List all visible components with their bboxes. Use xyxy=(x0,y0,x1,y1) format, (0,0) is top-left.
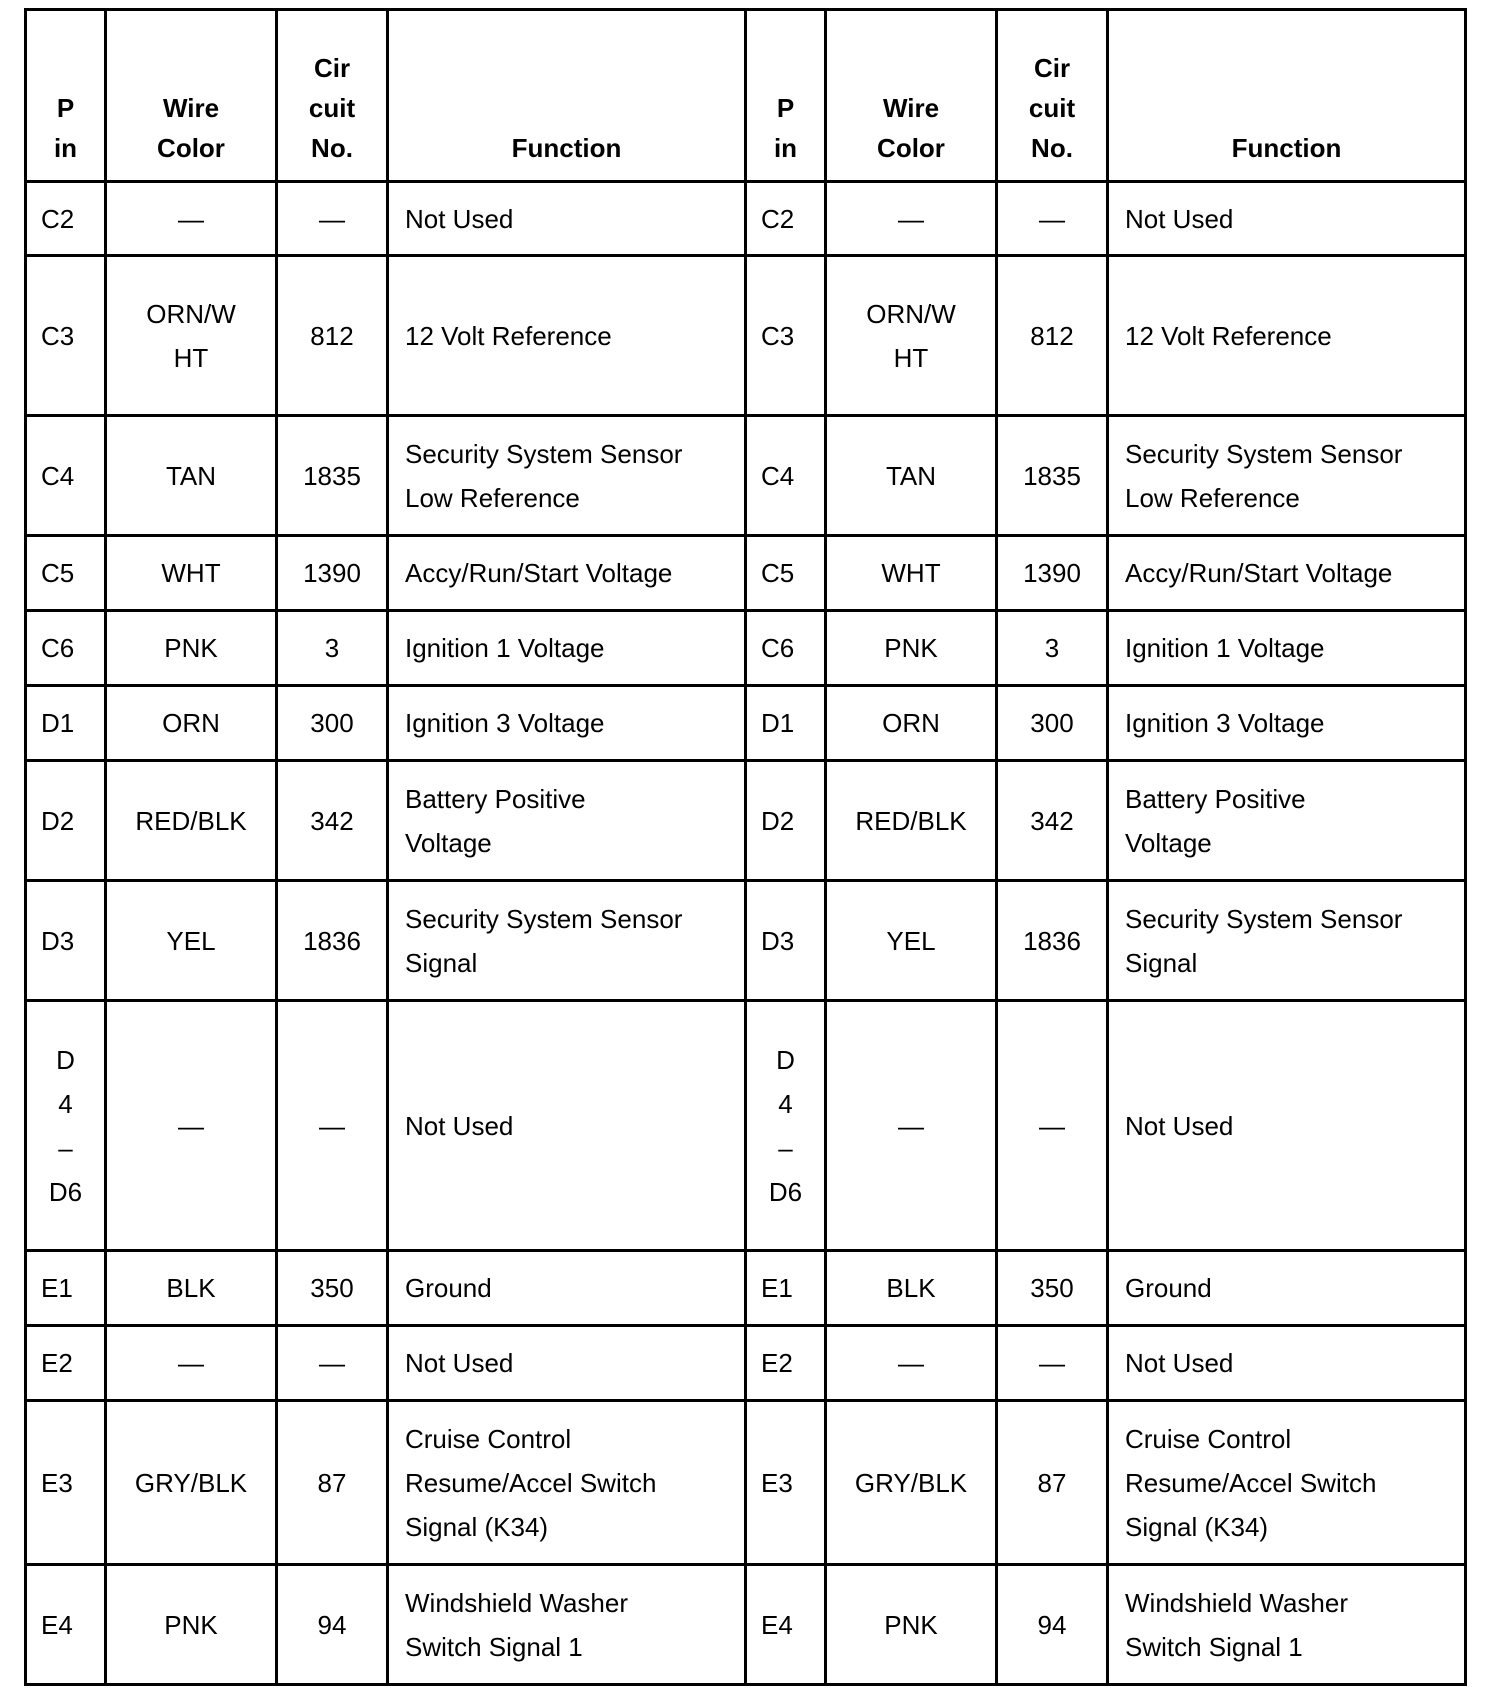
pin-cell: C4 xyxy=(746,416,826,536)
pin-cell: E1 xyxy=(746,1251,826,1326)
header-circuit-no: Cir cuit No. xyxy=(997,10,1108,182)
wire-color-cell: — xyxy=(106,182,277,256)
wire-color-cell: WHT xyxy=(106,536,277,611)
function-cell: Windshield Washer Switch Signal 1 xyxy=(388,1565,746,1685)
wire-color-cell: — xyxy=(826,1001,997,1251)
wire-color-cell: ORN/W HT xyxy=(106,256,277,416)
circuit-number-cell: — xyxy=(277,1001,388,1251)
header-pin: P in xyxy=(746,10,826,182)
wire-color-cell: GRY/BLK xyxy=(106,1401,277,1565)
header-function: Function xyxy=(388,10,746,182)
circuit-number-cell: 87 xyxy=(997,1401,1108,1565)
wire-color-cell: BLK xyxy=(106,1251,277,1326)
table-row xyxy=(26,256,1466,416)
pin-cell: C5 xyxy=(26,536,106,611)
circuit-number-cell: 342 xyxy=(997,761,1108,881)
pin-cell: C6 xyxy=(26,611,106,686)
function-cell: Windshield Washer Switch Signal 1 xyxy=(1108,1565,1466,1685)
header-function: Function xyxy=(1108,10,1466,182)
circuit-number-cell: 1835 xyxy=(277,416,388,536)
function-cell: Security System Sensor Low Reference xyxy=(388,416,746,536)
function-cell: Security System Sensor Signal xyxy=(1108,881,1466,1001)
circuit-number-cell: 350 xyxy=(277,1251,388,1326)
pin-cell: D2 xyxy=(746,761,826,881)
function-cell: Not Used xyxy=(388,1001,746,1251)
pin-cell: E2 xyxy=(26,1326,106,1401)
header-circuit-no: Cir cuit No. xyxy=(277,10,388,182)
function-cell: 12 Volt Reference xyxy=(388,256,746,416)
circuit-number-cell: 300 xyxy=(277,686,388,761)
connector-pinout-table xyxy=(24,8,1467,1686)
wire-color-cell: — xyxy=(826,182,997,256)
wire-color-cell: — xyxy=(106,1001,277,1251)
pin-cell: D 4 – D6 xyxy=(746,1001,826,1251)
wire-color-cell: BLK xyxy=(826,1251,997,1326)
wire-color-cell: ORN xyxy=(106,686,277,761)
function-cell: Ignition 3 Voltage xyxy=(388,686,746,761)
pin-cell: D1 xyxy=(26,686,106,761)
pin-cell: C3 xyxy=(746,256,826,416)
wire-color-cell: PNK xyxy=(826,611,997,686)
header-wire-color: Wire Color xyxy=(106,10,277,182)
circuit-number-cell: 1836 xyxy=(997,881,1108,1001)
header-pin: P in xyxy=(26,10,106,182)
table-row xyxy=(26,416,1466,536)
wire-color-cell: RED/BLK xyxy=(106,761,277,881)
wire-color-cell: WHT xyxy=(826,536,997,611)
wire-color-cell: GRY/BLK xyxy=(826,1401,997,1565)
pin-cell: C6 xyxy=(746,611,826,686)
header-wire-color: Wire Color xyxy=(826,10,997,182)
circuit-number-cell: 812 xyxy=(997,256,1108,416)
wire-color-cell: ORN xyxy=(826,686,997,761)
circuit-number-cell: 87 xyxy=(277,1401,388,1565)
wire-color-cell: PNK xyxy=(106,611,277,686)
pin-cell: C2 xyxy=(26,182,106,256)
pin-cell: C5 xyxy=(746,536,826,611)
function-cell: Cruise Control Resume/Accel Switch Signal (K34) xyxy=(388,1401,746,1565)
wire-color-cell: TAN xyxy=(106,416,277,536)
wire-color-cell: PNK xyxy=(106,1565,277,1685)
pin-cell: D3 xyxy=(26,881,106,1001)
pin-cell: D3 xyxy=(746,881,826,1001)
circuit-number-cell: 350 xyxy=(997,1251,1108,1326)
circuit-number-cell: 94 xyxy=(997,1565,1108,1685)
circuit-number-cell: 1836 xyxy=(277,881,388,1001)
circuit-number-cell: — xyxy=(997,182,1108,256)
table-row xyxy=(26,1565,1466,1685)
wire-color-cell: RED/BLK xyxy=(826,761,997,881)
wire-color-cell: YEL xyxy=(106,881,277,1001)
circuit-number-cell: 812 xyxy=(277,256,388,416)
pin-cell: C4 xyxy=(26,416,106,536)
function-cell: Ignition 3 Voltage xyxy=(1108,686,1466,761)
pin-cell: D 4 – D6 xyxy=(26,1001,106,1251)
table-row xyxy=(26,761,1466,881)
pin-cell: C2 xyxy=(746,182,826,256)
function-cell: Accy/Run/Start Voltage xyxy=(1108,536,1466,611)
circuit-number-cell: 1390 xyxy=(997,536,1108,611)
pin-cell: E3 xyxy=(746,1401,826,1565)
pin-cell: D1 xyxy=(746,686,826,761)
wire-color-cell: — xyxy=(106,1326,277,1401)
function-cell: Ground xyxy=(388,1251,746,1326)
function-cell: Ignition 1 Voltage xyxy=(388,611,746,686)
pin-cell: E4 xyxy=(26,1565,106,1685)
function-cell: Not Used xyxy=(1108,1001,1466,1251)
circuit-number-cell: 1835 xyxy=(997,416,1108,536)
table-row xyxy=(26,686,1466,761)
circuit-number-cell: — xyxy=(997,1326,1108,1401)
circuit-number-cell: 3 xyxy=(277,611,388,686)
pin-cell: C3 xyxy=(26,256,106,416)
wire-color-cell: PNK xyxy=(826,1565,997,1685)
pin-cell: E2 xyxy=(746,1326,826,1401)
wire-color-cell: ORN/W HT xyxy=(826,256,997,416)
table-row xyxy=(26,881,1466,1001)
circuit-number-cell: 300 xyxy=(997,686,1108,761)
function-cell: Not Used xyxy=(388,182,746,256)
function-cell: Ground xyxy=(1108,1251,1466,1326)
circuit-number-cell: 1390 xyxy=(277,536,388,611)
pin-cell: E4 xyxy=(746,1565,826,1685)
connector-pinout-table-wrapper xyxy=(24,8,1464,1686)
table-row xyxy=(26,536,1466,611)
table-row xyxy=(26,1251,1466,1326)
circuit-number-cell: 3 xyxy=(997,611,1108,686)
function-cell: Not Used xyxy=(1108,182,1466,256)
function-cell: 12 Volt Reference xyxy=(1108,256,1466,416)
function-cell: Security System Sensor Low Reference xyxy=(1108,416,1466,536)
function-cell: Ignition 1 Voltage xyxy=(1108,611,1466,686)
wire-color-cell: YEL xyxy=(826,881,997,1001)
function-cell: Not Used xyxy=(388,1326,746,1401)
table-row xyxy=(26,182,1466,256)
table-row xyxy=(26,1326,1466,1401)
pin-cell: D2 xyxy=(26,761,106,881)
circuit-number-cell: 94 xyxy=(277,1565,388,1685)
circuit-number-cell: — xyxy=(997,1001,1108,1251)
pin-cell: E1 xyxy=(26,1251,106,1326)
circuit-number-cell: 342 xyxy=(277,761,388,881)
pin-cell: E3 xyxy=(26,1401,106,1565)
table-row xyxy=(26,1001,1466,1251)
header-row xyxy=(26,10,1466,182)
circuit-number-cell: — xyxy=(277,182,388,256)
function-cell: Accy/Run/Start Voltage xyxy=(388,536,746,611)
wire-color-cell: TAN xyxy=(826,416,997,536)
function-cell: Battery Positive Voltage xyxy=(1108,761,1466,881)
function-cell: Not Used xyxy=(1108,1326,1466,1401)
function-cell: Battery Positive Voltage xyxy=(388,761,746,881)
table-row xyxy=(26,611,1466,686)
circuit-number-cell: — xyxy=(277,1326,388,1401)
table-row xyxy=(26,1401,1466,1565)
function-cell: Cruise Control Resume/Accel Switch Signal (K34) xyxy=(1108,1401,1466,1565)
wire-color-cell: — xyxy=(826,1326,997,1401)
function-cell: Security System Sensor Signal xyxy=(388,881,746,1001)
